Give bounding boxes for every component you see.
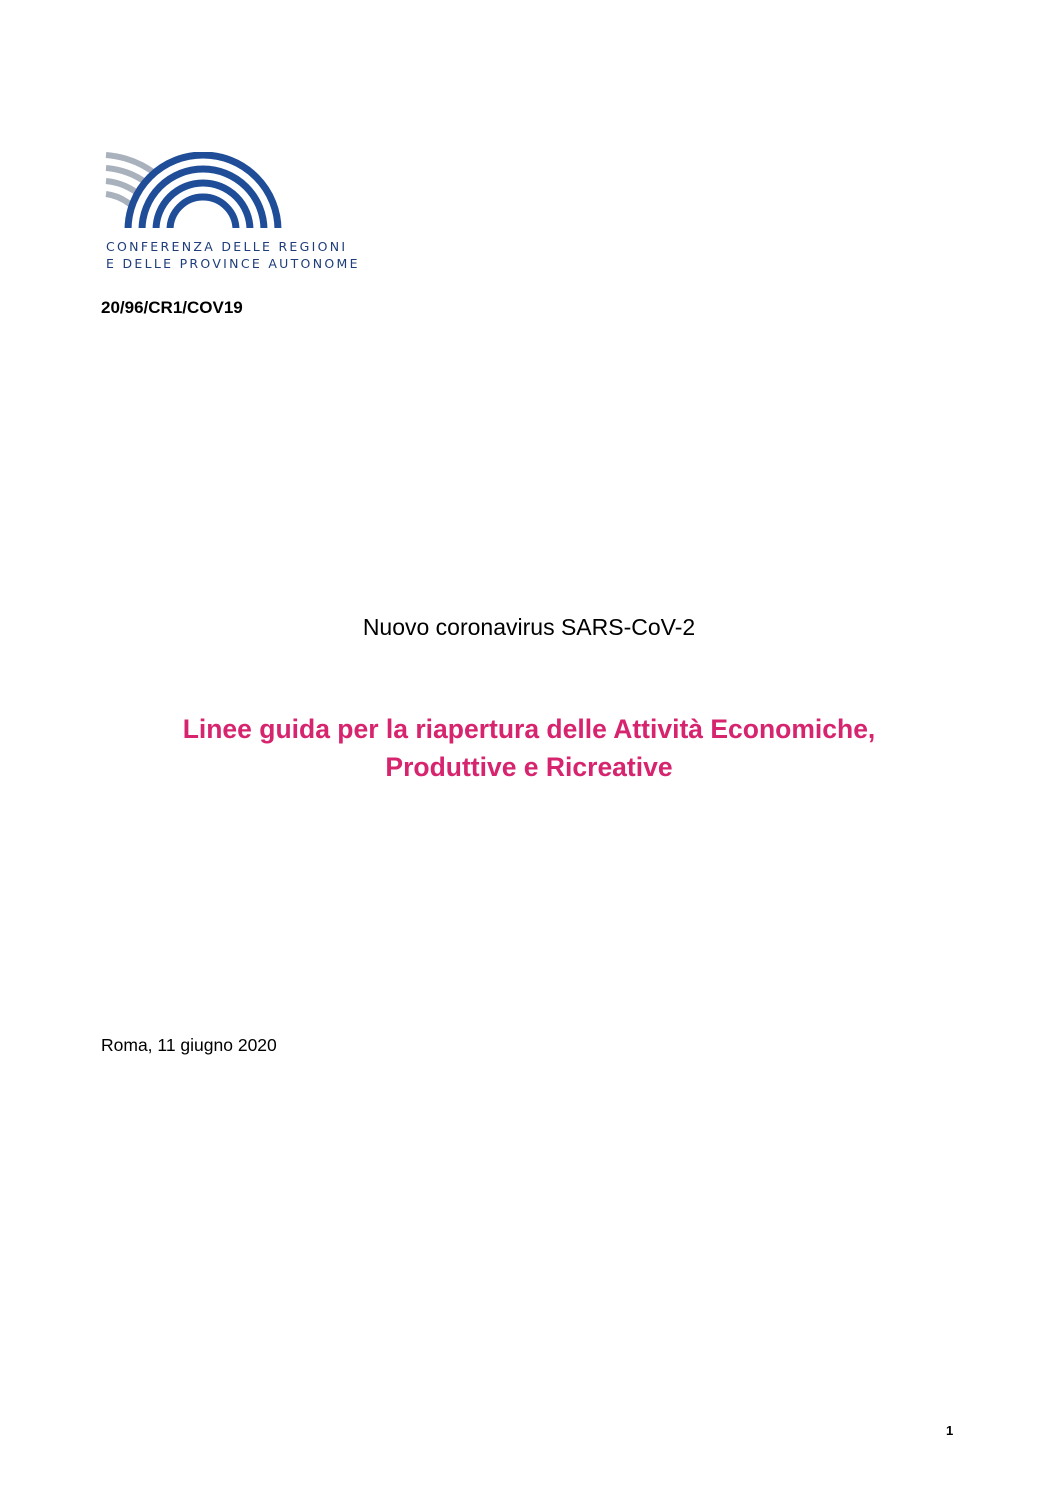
document-title-line-2: Produttive e Ricreative bbox=[385, 752, 673, 782]
document-title bbox=[0, 710, 1058, 786]
conference-logo bbox=[104, 152, 414, 272]
arches-logo-icon bbox=[104, 152, 284, 234]
protocol-number: 20/96/CR1/COV19 bbox=[101, 298, 243, 317]
logo-text-line-1: CONFERENZA DELLE REGIONI bbox=[106, 239, 348, 254]
logo-text-line-2: E DELLE PROVINCE AUTONOME bbox=[106, 256, 360, 271]
document-date: Roma, 11 giugno 2020 bbox=[101, 1035, 277, 1055]
page-number: 1 bbox=[946, 1423, 954, 1438]
document-subject: Nuovo coronavirus SARS-CoV-2 bbox=[362, 614, 696, 640]
document-title-line-1: Linee guida per la riapertura delle Attività Economiche, bbox=[182, 714, 876, 744]
